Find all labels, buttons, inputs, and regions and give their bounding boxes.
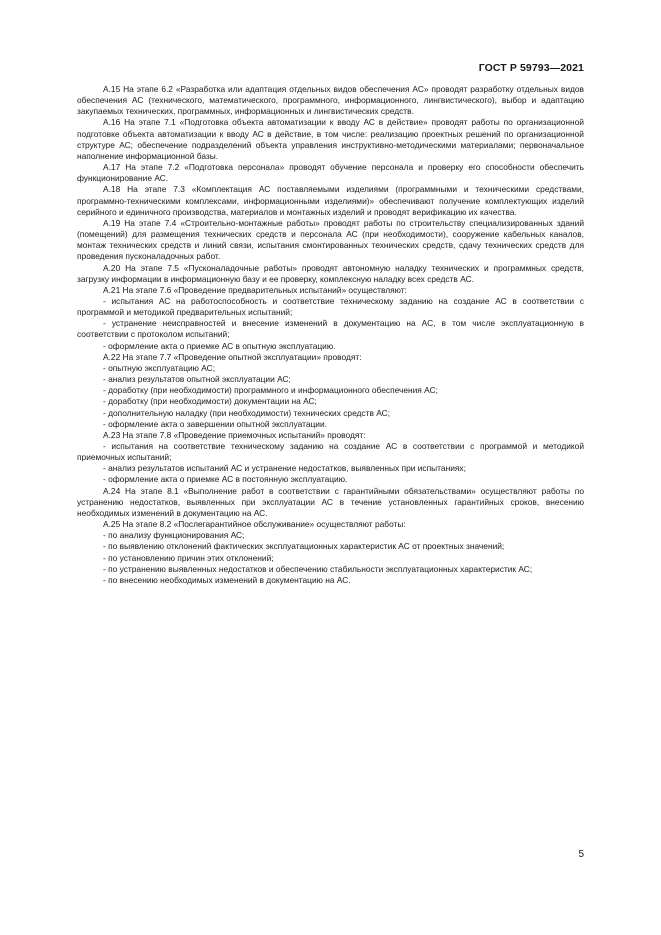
list-item: - анализ результатов испытаний АС и устранение недостатков, выявленных при испытаниях; [103, 463, 466, 474]
paragraph: А.25 На этапе 8.2 «Послегарантийное обслуживание» осуществляют работы: [103, 519, 406, 530]
list-item: - доработку (при необходимости) документации на АС; [103, 396, 317, 407]
list-item: - устранение неисправностей и внесение изменений в документацию на АС, в том числе эксплуатационную в соответствии с протоколом испытаний; [77, 318, 584, 340]
list-item: - по устранению выявленных недостатков и обеспечению стабильности эксплуатационных характеристик АС; [103, 563, 533, 574]
list-item: - опытную эксплуатацию АС; [103, 362, 216, 373]
paragraph: А.16 На этапе 7.1 «Подготовка объекта автоматизации к вводу АС в действие» проводят работы по организационной подготовке объекта автоматизации к вводу АС в действие, в том числе: реализацию проектных решений по организационной структуре АС; обеспечение подразделений объекта управления инструктивно-методическими материалами; первоначальное наполнение информационной базы. [77, 117, 584, 161]
paragraph: А.19 На этапе 7.4 «Строительно-монтажные работы» проводят работы по строительству специализированных зданий (помещений) для размещения технических средств и персонала АС (при необходимости), сооружение кабельных каналов, монтаж технических средств и линий связи, испытания смонтированных технических средств, сдачу технических средств для проведения пусконаладочных работ. [77, 217, 584, 262]
list-item: - по анализу функционирования АС; [103, 530, 245, 541]
list-item: - оформление акта о завершении опытной эксплуатации. [103, 418, 327, 429]
paragraph: А.24 На этапе 8.1 «Выполнение работ в соответствии с гарантийными обязательствами» осуществляют работы по устранению недостатков, выявленных при эксплуатации АС в течение установленных гарантийных сроков, внесению необходимых изменений в документацию на АС. [77, 485, 584, 518]
paragraph: А.15 На этапе 6.2 «Разработка или адаптация отдельных видов обеспечения АС» проводят разработку отдельных видов обеспечения АС (технического, математического, программного, информационного, лингвистического), выбор и адаптацию закупаемых технических, программных, информационных и лингвистических средств. [77, 84, 584, 117]
paragraph: А.20 На этапе 7.5 «Пусконаладочные работы» проводят автономную наладку технических и программных средств, загрузку информации в информационную базу и ее проверку, комплексную наладку всех средств АС. [77, 262, 584, 284]
paragraph: А.22 На этапе 7.7 «Проведение опытной эксплуатации» проводят: [103, 351, 362, 362]
list-item: - по выявлению отклонений фактических эксплуатационных характеристик АС от проектных значений; [103, 541, 505, 552]
list-item: - по внесению необходимых изменений в документацию на АС. [103, 574, 351, 585]
list-item: - доработку (при необходимости) программного и информационного обеспечения АС; [103, 385, 438, 396]
list-item: - испытания на соответствие техническому заданию на создание АС в соответствии с программой и методикой приемочных испытаний; [77, 441, 584, 463]
list-item: - анализ результатов опытной эксплуатации АС; [103, 374, 291, 385]
paragraph: А.18 На этапе 7.3 «Комплектация АС поставляемыми изделиями (программными и техническими средствами, программно-техническими комплексами, информационными изделиями)» обеспечивают получение комплектующих изделий серийного и единичного производства, материалов и монтажных изделий и проводят верификацию их качества. [77, 184, 584, 217]
paragraph: А.17 На этапе 7.2 «Подготовка персонала» проводят обучение персонала и проверку его способности обеспечить функционирование АС. [77, 162, 584, 184]
document-body [77, 84, 584, 586]
paragraph: А.21 На этапе 7.6 «Проведение предварительных испытаний» осуществляют: [103, 284, 407, 295]
list-item: - по установлению причин этих отклонений; [103, 552, 274, 563]
list-item: - дополнительную наладку (при необходимости) технических средств АС; [103, 407, 391, 418]
list-item: - оформление акта о приемке АС в постоянную эксплуатацию. [103, 474, 348, 485]
paragraph: А.23 На этапе 7.8 «Проведение приемочных испытаний» проводят: [103, 429, 366, 440]
list-item: - испытания АС на работоспособность и соответствие техническому заданию на создание АС в соответствии с программой и методикой предварительных испытаний; [77, 295, 584, 318]
page-number: 5 [578, 849, 584, 860]
list-item: - оформление акта о приемке АС в опытную эксплуатацию. [103, 340, 336, 351]
document-code-header: ГОСТ Р 59793—2021 [478, 62, 584, 74]
